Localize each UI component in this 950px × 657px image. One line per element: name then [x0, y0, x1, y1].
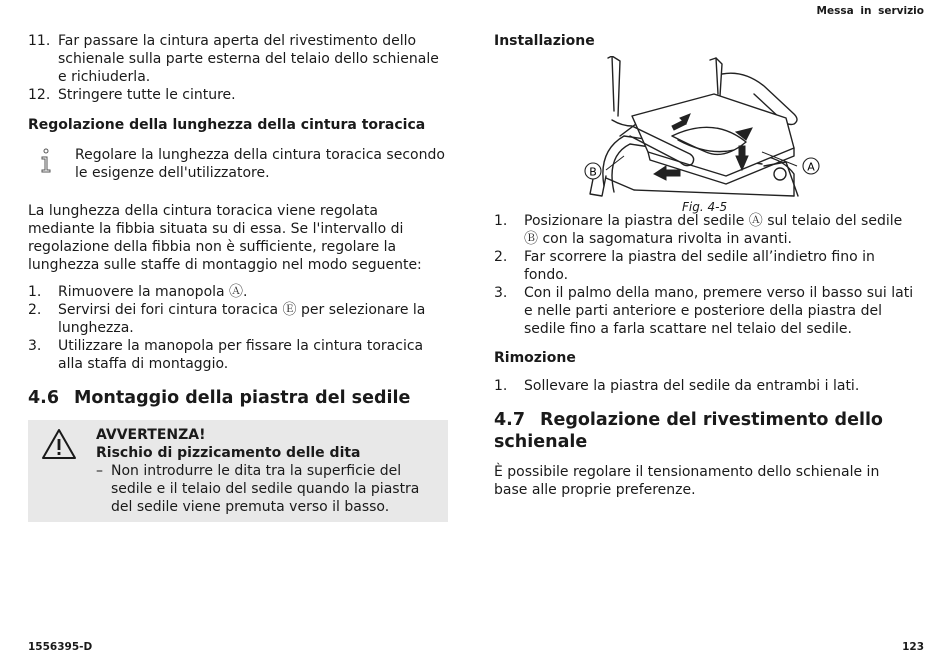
warning-item: – Non introdurre le dita tra la superficie del sedile e il telaio del sedile quando la piastra del sedile viene premuta verso il basso. [96, 463, 420, 515]
document-code: 1556395-D [28, 641, 93, 653]
paragraph-buckle: La lunghezza della cintura toracica viene regolata mediante la fibbia situata su di essa. Se l'intervallo di regolazione della fibbia non è sufficiente, regolare la lunghezza sulle staffe di montaggio nel modo seguente: [28, 203, 422, 273]
list-item: 1. Rimuovere la manopola Ⓐ. [28, 284, 248, 300]
paragraph-backrest: È possibile regolare il tensionamento dello schienale in base alle proprie preferenze. [494, 464, 880, 498]
steps-list-installation [494, 212, 914, 338]
callout-a: A [807, 160, 815, 174]
page-number: 123 [902, 641, 924, 653]
section-heading-4-7: 4.7 Regolazione del rivestimento dello schienale [494, 410, 883, 452]
info-note [28, 146, 448, 182]
steps-list-continued [28, 32, 448, 104]
seat-plate-illustration [494, 56, 914, 201]
right-column [494, 32, 914, 499]
steps-list-chest-belt [28, 283, 448, 373]
list-item: 12. Stringere tutte le cinture. [28, 87, 236, 103]
info-icon [38, 148, 54, 174]
list-item: 11. Far passare la cintura aperta del rivestimento dello schienale sulla parte esterna del telaio dello schienale e richiuderla. [28, 33, 439, 85]
warning-title: AVVERTENZA! [96, 427, 206, 443]
left-column [28, 32, 448, 522]
list-item: 2. Far scorrere la piastra del sedile all’indietro fino in fondo. [494, 249, 875, 283]
figure-seat-plate [494, 56, 914, 216]
list-item: 1. Posizionare la piastra del sedile Ⓐ sul telaio del sedile Ⓑ con la sagomatura rivolta in avanti. [494, 213, 903, 247]
list-item: 3. Con il palmo della mano, premere verso il basso sui lati e nelle parti anteriore e posteriore della piastra del sedile fino a farla scattare nel telaio del sedile. [494, 285, 914, 337]
steps-list-removal [494, 377, 914, 395]
section-heading-4-6: 4.6 Montaggio della piastra del sedile [28, 388, 411, 408]
running-title: Messa in servizio [816, 5, 924, 17]
subheading-removal: Rimozione [494, 350, 576, 366]
warning-triangle-icon [41, 428, 77, 460]
note-text: Regolare la lunghezza della cintura toracica secondo le esigenze dell'utilizzatore. [75, 147, 445, 181]
warning-subtitle: Rischio di pizzicamento delle dita [96, 445, 361, 461]
warning-box [28, 420, 448, 522]
figure-caption: Fig. 4-5 [682, 200, 728, 214]
subheading-chest-belt: Regolazione della lunghezza della cintura toracica [28, 117, 426, 133]
list-item: 2. Servirsi dei fori cintura toracica Ⓔ per selezionare la lunghezza. [28, 302, 426, 336]
subheading-installation: Installazione [494, 33, 595, 49]
list-item: 3. Utilizzare la manopola per fissare la cintura toracica alla staffa di montaggio. [28, 338, 424, 372]
callout-b: B [589, 165, 597, 179]
list-item: 1. Sollevare la piastra del sedile da entrambi i lati. [494, 378, 860, 394]
